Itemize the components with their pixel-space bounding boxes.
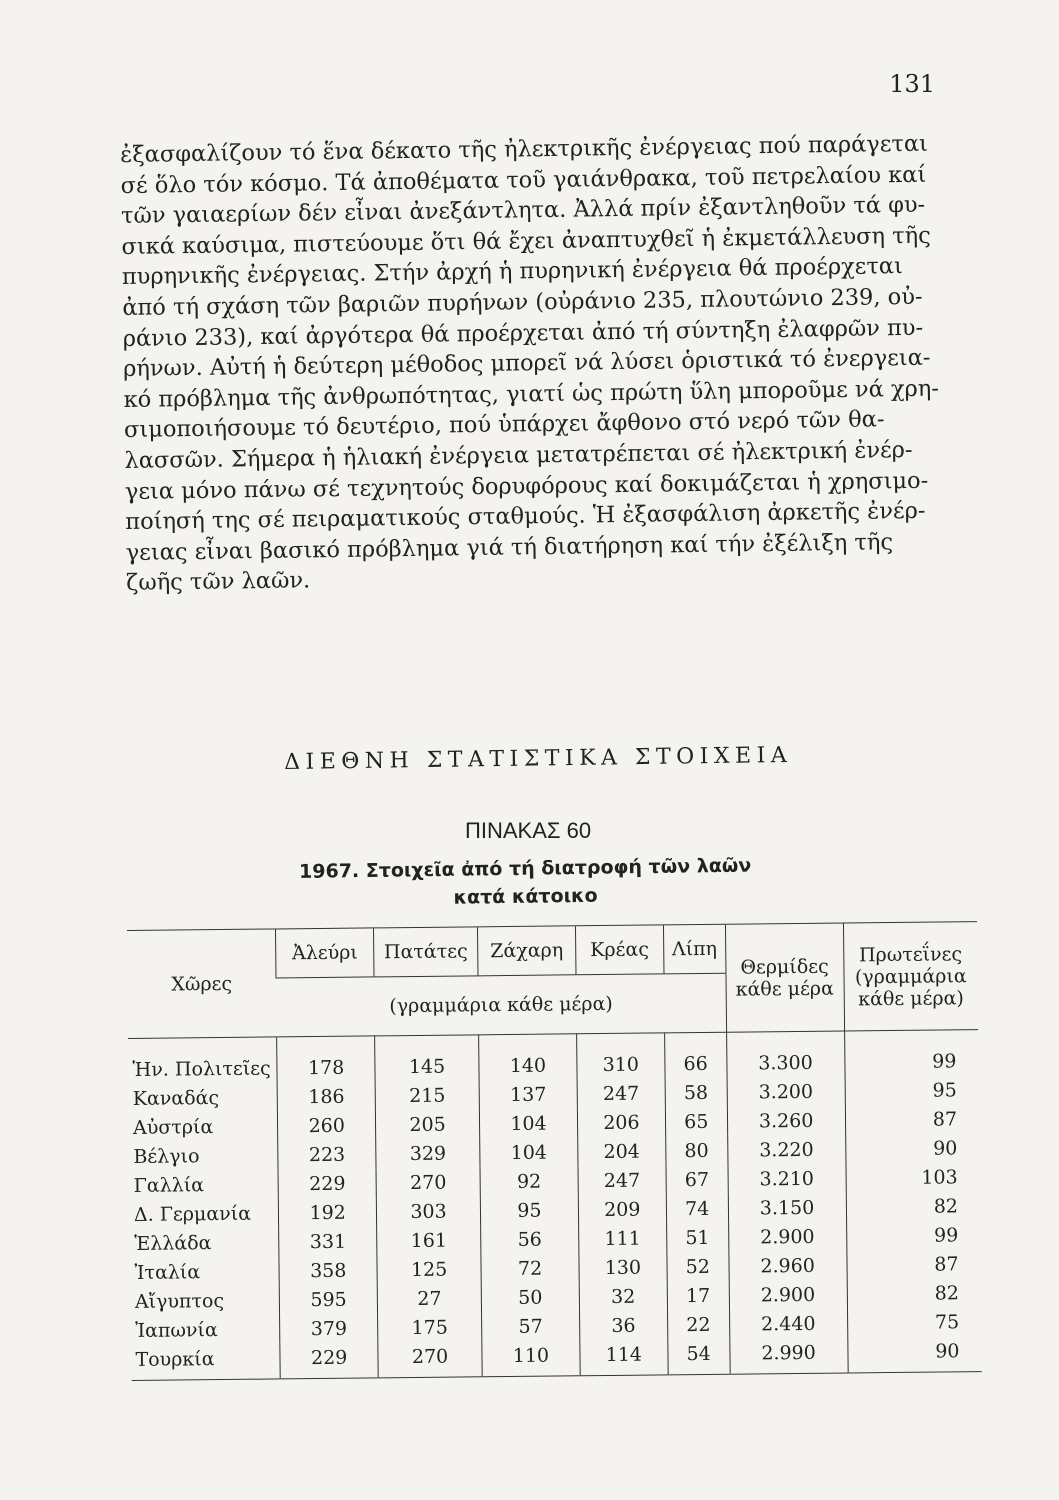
paragraph-line: λασσῶν. Σήμερα ἡ ἡλιακή ἐνέργεια μετατρέπεται σέ ἠλεκτρική ἐνέρ- — [124, 436, 913, 474]
cell-potatoes: 270 — [378, 1341, 482, 1378]
paragraph-line: ρήνων. Αὐτή ἡ δεύτερη μέθοδος μπορεῖ νά λύσει ὁριστικά τό ἐνεργεια- — [123, 344, 931, 383]
header-sugar: Ζάχαρη — [478, 926, 576, 976]
cell-fat: 80 — [665, 1136, 727, 1166]
cell-potatoes: 125 — [377, 1254, 481, 1284]
cell-calories: 3.260 — [727, 1105, 845, 1135]
cell-fat: 65 — [665, 1107, 727, 1137]
cell-potatoes: 329 — [376, 1138, 480, 1168]
cell-meat: 204 — [578, 1136, 666, 1166]
cell-proteins: 99 — [846, 1220, 980, 1250]
header-meat: Κρέας — [575, 925, 663, 975]
cell-sugar: 104 — [479, 1108, 577, 1138]
cell-meat: 310 — [577, 1033, 665, 1079]
cell-fat: 66 — [664, 1032, 726, 1078]
cell-flour: 186 — [277, 1081, 375, 1111]
header-potatoes: Πατάτες — [374, 927, 478, 977]
cell-flour: 358 — [279, 1255, 377, 1285]
cell-proteins: 82 — [846, 1191, 980, 1221]
cell-proteins: 87 — [846, 1249, 980, 1279]
cell-country: Αἴγυπτος — [134, 1289, 225, 1313]
paragraph-line: γεια μόνο πάνω σέ τεχνητούς δορυφόρους καί δοκιμάζεται ἡ χρησιμο- — [124, 467, 929, 505]
cell-sugar: 57 — [482, 1311, 580, 1341]
cell-proteins: 99 — [844, 1030, 978, 1077]
cell-potatoes: 205 — [376, 1109, 480, 1139]
table-caption-line1: 1967. Στοιχεῖα ἀπό τή διατροφή τῶν λαῶν — [298, 854, 752, 883]
cell-fat: 51 — [666, 1223, 728, 1253]
cell-calories: 3.150 — [728, 1192, 846, 1222]
cell-flour: 229 — [280, 1342, 378, 1379]
cell-fat: 52 — [667, 1252, 729, 1282]
section-heading: ΔΙΕΘΝΗ ΣΤΑΤΙΣΤΙΚΑ ΣΤΟΙΧΕΙΑ — [284, 742, 793, 775]
cell-calories: 2.900 — [729, 1279, 847, 1309]
cell-country: Ἰταλία — [134, 1260, 201, 1284]
body-paragraph — [120, 128, 966, 599]
cell-meat: 247 — [577, 1078, 665, 1108]
cell-proteins: 75 — [847, 1307, 981, 1337]
cell-calories: 3.300 — [726, 1031, 844, 1078]
cell-meat: 209 — [578, 1194, 666, 1224]
paragraph-line: ποίησή της σέ πειραματικούς σταθμούς. Ἡ ἐξασφάλιση ἀρκετῆς ἐνέρ- — [125, 497, 926, 536]
cell-meat: 114 — [580, 1339, 668, 1375]
cell-fat: 54 — [668, 1339, 730, 1375]
cell-sugar: 72 — [481, 1253, 579, 1283]
header-proteins: Πρωτεΐνες (γραμμάρια κάθε μέρα) — [843, 922, 978, 1031]
paragraph-line: σέ ὅλο τόν κόσμο. Τά ἀποθέματα τοῦ γαιάνθρακα, τοῦ πετρελαίου καί — [120, 161, 927, 199]
cell-calories: 3.210 — [728, 1163, 846, 1193]
cell-calories: 2.960 — [729, 1250, 847, 1280]
cell-potatoes: 175 — [378, 1312, 482, 1342]
table-title: ΠΙΝΑΚΑΣ 60 — [465, 818, 592, 843]
cell-potatoes: 145 — [375, 1035, 479, 1082]
cell-fat: 67 — [666, 1165, 728, 1195]
header-fat: Λίπη — [663, 924, 725, 974]
cell-calories: 2.990 — [730, 1337, 848, 1374]
cell-country: Δ. Γερμανία — [133, 1202, 252, 1226]
cell-country: Ἡν. Πολιτεῖες — [132, 1057, 271, 1081]
cell-meat: 36 — [579, 1310, 667, 1340]
paragraph-line: γειας εἶναι βασικό πρόβλημα γιά τή διατήρηση καί τήν ἐξέλιξη τῆς — [125, 528, 894, 566]
cell-country: Βέλγιο — [133, 1144, 200, 1168]
cell-potatoes: 215 — [375, 1080, 479, 1110]
cell-sugar: 137 — [479, 1079, 577, 1109]
cell-proteins: 82 — [847, 1278, 981, 1308]
cell-potatoes: 303 — [376, 1196, 480, 1226]
table-caption — [290, 851, 761, 914]
cell-sugar: 92 — [480, 1166, 578, 1196]
cell-country: Αὐστρία — [132, 1115, 214, 1139]
paragraph-line: τῶν γαιαερίων δέν εἶναι ἀνεξάντλητα. Ἀλλά πρίν ἐξαντληθοῦν τά φυ- — [120, 191, 926, 230]
cell-country: Τουρκία — [131, 1343, 280, 1380]
header-calories: Θερμίδες κάθε μέρα — [725, 923, 844, 1032]
cell-potatoes: 270 — [376, 1167, 480, 1197]
header-grams-note: (γραμμάρια κάθε μέρα) — [276, 973, 726, 1037]
table-row — [131, 1336, 981, 1380]
cell-meat: 247 — [578, 1165, 666, 1195]
cell-meat: 206 — [577, 1107, 665, 1137]
cell-sugar: 95 — [480, 1195, 578, 1225]
header-flour: Ἀλεύρι — [276, 928, 374, 978]
cell-fat: 17 — [667, 1281, 729, 1311]
cell-country: Ἰαπωνία — [135, 1318, 218, 1342]
cell-flour: 229 — [278, 1168, 376, 1198]
paragraph-line: ράνιο 233), καί ἀργότερα θά προέρχεται ἀπό τή σύντηξη ἐλαφρῶν πυ- — [122, 314, 924, 352]
cell-flour: 192 — [279, 1197, 377, 1227]
cell-proteins: 103 — [846, 1162, 980, 1192]
cell-calories: 3.200 — [727, 1076, 845, 1106]
paragraph-line: σικά καύσιμα, πιστεύουμε ὅτι θά ἔχει ἀναπτυχθεῖ ἡ ἐκμετάλλευση τῆς — [121, 222, 931, 260]
cell-sugar: 140 — [479, 1034, 577, 1081]
cell-flour: 595 — [280, 1284, 378, 1314]
paragraph-line: ζωῆς τῶν λαῶν. — [126, 567, 311, 597]
cell-calories: 2.440 — [729, 1308, 847, 1338]
cell-calories: 3.220 — [727, 1134, 845, 1164]
paragraph-line: ἐξασφαλίζουν τό ἕνα δέκατο τῆς ἠλεκτρικῆς ἐνέργειας πού παράγεται — [120, 130, 929, 168]
header-country: Χῶρες — [127, 929, 277, 1039]
cell-flour: 379 — [280, 1313, 378, 1343]
cell-flour: 331 — [279, 1226, 377, 1256]
cell-country: Ἑλλάδα — [134, 1231, 212, 1255]
paragraph-line: κό πρόβλημα τῆς ἀνθρωπότητας, γιατί ὡς πρώτη ὕλη μποροῦμε νά χρη- — [123, 375, 940, 413]
paragraph-line: ἀπό τή σχάση τῶν βαριῶν πυρήνων (οὐράνιο 235, πλουτώνιο 239, οὐ- — [122, 283, 923, 321]
cell-sugar: 104 — [480, 1137, 578, 1167]
cell-flour: 178 — [277, 1036, 375, 1083]
cell-proteins: 90 — [845, 1133, 979, 1163]
cell-sugar: 110 — [482, 1340, 580, 1377]
cell-sugar: 50 — [481, 1282, 579, 1312]
cell-proteins: 87 — [845, 1104, 979, 1134]
nutrition-table — [127, 921, 982, 1381]
page-number: 131 — [889, 70, 935, 98]
cell-potatoes: 161 — [377, 1225, 481, 1255]
cell-proteins: 95 — [845, 1075, 979, 1105]
cell-meat: 130 — [579, 1252, 667, 1282]
cell-sugar: 56 — [481, 1224, 579, 1254]
cell-potatoes: 27 — [377, 1283, 481, 1313]
cell-proteins: 90 — [847, 1336, 981, 1373]
cell-country: Γαλλία — [133, 1173, 205, 1197]
paragraph-line: πυρηνικῆς ἐνέργειας. Στήν ἀρχή ἡ πυρηνική ἐνέργεια θά προέρχεται — [121, 253, 904, 291]
cell-flour: 260 — [278, 1110, 376, 1140]
cell-fat: 58 — [665, 1078, 727, 1108]
cell-calories: 2.900 — [728, 1221, 846, 1251]
cell-fat: 74 — [666, 1194, 728, 1224]
cell-flour: 223 — [278, 1139, 376, 1169]
paragraph-line: σιμοποιήσουμε τό δευτέριο, πού ὑπάρχει ἄφθονο στό νερό τῶν θα- — [123, 406, 885, 444]
table-body — [128, 1030, 982, 1381]
table-caption-line2: κατά κάτοικο — [453, 884, 598, 909]
cell-meat: 111 — [579, 1223, 667, 1253]
cell-country: Καναδάς — [132, 1086, 220, 1110]
cell-meat: 32 — [579, 1281, 667, 1311]
cell-fat: 22 — [667, 1310, 729, 1340]
